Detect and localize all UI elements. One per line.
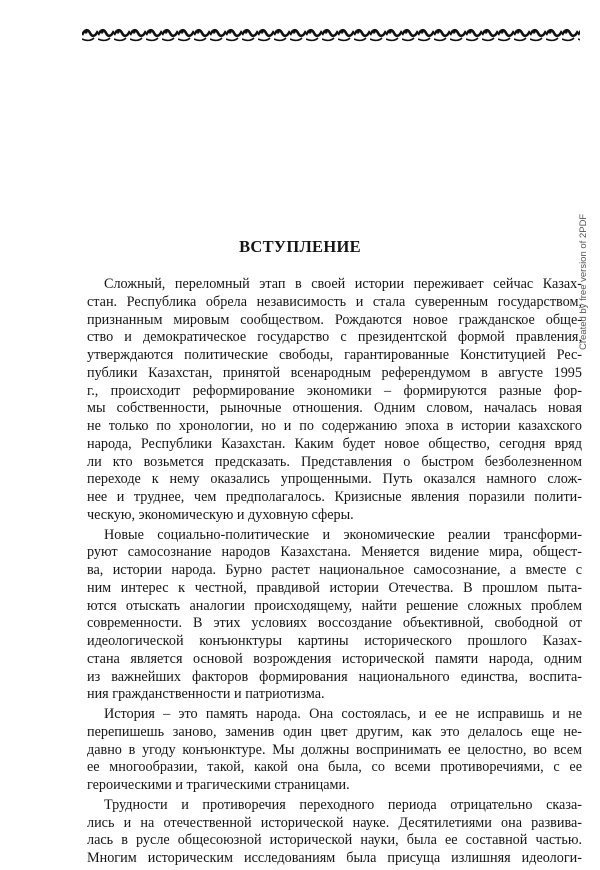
- text-line: утверждаются политические свободы, гарантированные Конституцией Рес-: [87, 347, 582, 363]
- text-line: лась в русле общесоюзной исторической науки, была ее составной частью.: [87, 832, 582, 849]
- text-line: стан. Республика обрела независимость и стала суверенным государством,: [87, 293, 582, 310]
- text-line: Многим историческим исследованиям была присуща излишняя идеологи-: [87, 850, 582, 866]
- text-line: народа, Республики Казахстан. Каким будет новое общество, сегодня вряд: [87, 435, 582, 452]
- text-line: г., происходит реформирование экономики – формируются разные фор-: [87, 382, 582, 399]
- text-line: признанным мировым сообществом. Рождаются новое гражданское обще-: [87, 311, 582, 328]
- text-line: История – это память народа. Она состоялась, и ее не исправишь и не: [104, 706, 582, 722]
- text-line: героическими и трагическими страницами.: [87, 777, 350, 793]
- text-line: публики Казахстан, принятой всенародным референдумом в августе 1995: [87, 364, 582, 381]
- text-line: нее и труднее, чем предполагалось. Кризисные явления поразили полити-: [87, 489, 582, 505]
- text-line: ли кто возьмется предсказать. Представления о быстром безболезненном: [87, 453, 582, 470]
- text-line: идеологической конъюнктуры картины исторического прошлого Казах-: [87, 633, 582, 649]
- text-line: ются отыскать аналогии происходящему, найти решение сложных проблем: [87, 597, 582, 614]
- text-line: ческую, экономическую и духовную сферы.: [87, 506, 354, 523]
- paragraph-3: [87, 706, 582, 795]
- text-line: мы собственности, рыночные отношения. Одним словом, началась новая: [87, 400, 582, 417]
- decorative-border-icon: [82, 28, 580, 42]
- text-line: современности. В этих условиях воссоздание объективной, свободной от: [87, 615, 582, 632]
- page-title: ВСТУПЛЕНИЕ: [239, 237, 361, 256]
- text-line: из важнейших факторов формирования национального единства, воспита-: [87, 668, 582, 685]
- paragraph-1: [87, 276, 582, 525]
- text-line: ство и демократическое государство с президентской формой правления,: [87, 329, 582, 346]
- text-line: Новые социально-политические и экономические реалии трансформи-: [104, 526, 582, 543]
- text-line: лись и на отечественной исторической науке. Десятилетиями она развива-: [87, 814, 582, 831]
- text-line: переходе к нему оказались упрощенными. Путь оказался намного слож-: [87, 471, 582, 488]
- text-line: стана является основой возрождения исторической памяти народа, одним: [87, 650, 582, 667]
- text-line: ее многообразии, такой, какой она была, со всеми противоречиями, с ее: [87, 759, 582, 776]
- text-line: не только по хронологии, но и по содержанию эпоха в истории казахского: [87, 418, 582, 434]
- text-line: давно в угоду конъюнктуре. Мы должны воспринимать ее целостно, во всем: [87, 741, 582, 758]
- text-line: ва, истории народа. Бурно растет национальное самосознание, а вместе с: [87, 562, 582, 578]
- text-line: Трудности и противоречия переходного периода отрицательно сказа-: [104, 796, 582, 813]
- paragraph-2: [87, 527, 582, 705]
- body-text: [87, 276, 582, 868]
- text-line: перепишешь заново, заменив один цвет другим, как это делалось еще не-: [87, 723, 582, 740]
- paragraph-4: [87, 797, 582, 868]
- watermark-text: Created by free version of 2PDF: [578, 213, 589, 350]
- text-line: ним интерес к честной, правдивой истории Отечества. В прошлом пыта-: [87, 579, 582, 596]
- text-line: руют самосознание народов Казахстана. Меняется видение мира, общест-: [87, 544, 582, 561]
- text-line: Сложный, переломный этап в своей истории переживает сейчас Казах-: [104, 276, 582, 292]
- text-line: ния гражданственности и патриотизма.: [87, 686, 325, 703]
